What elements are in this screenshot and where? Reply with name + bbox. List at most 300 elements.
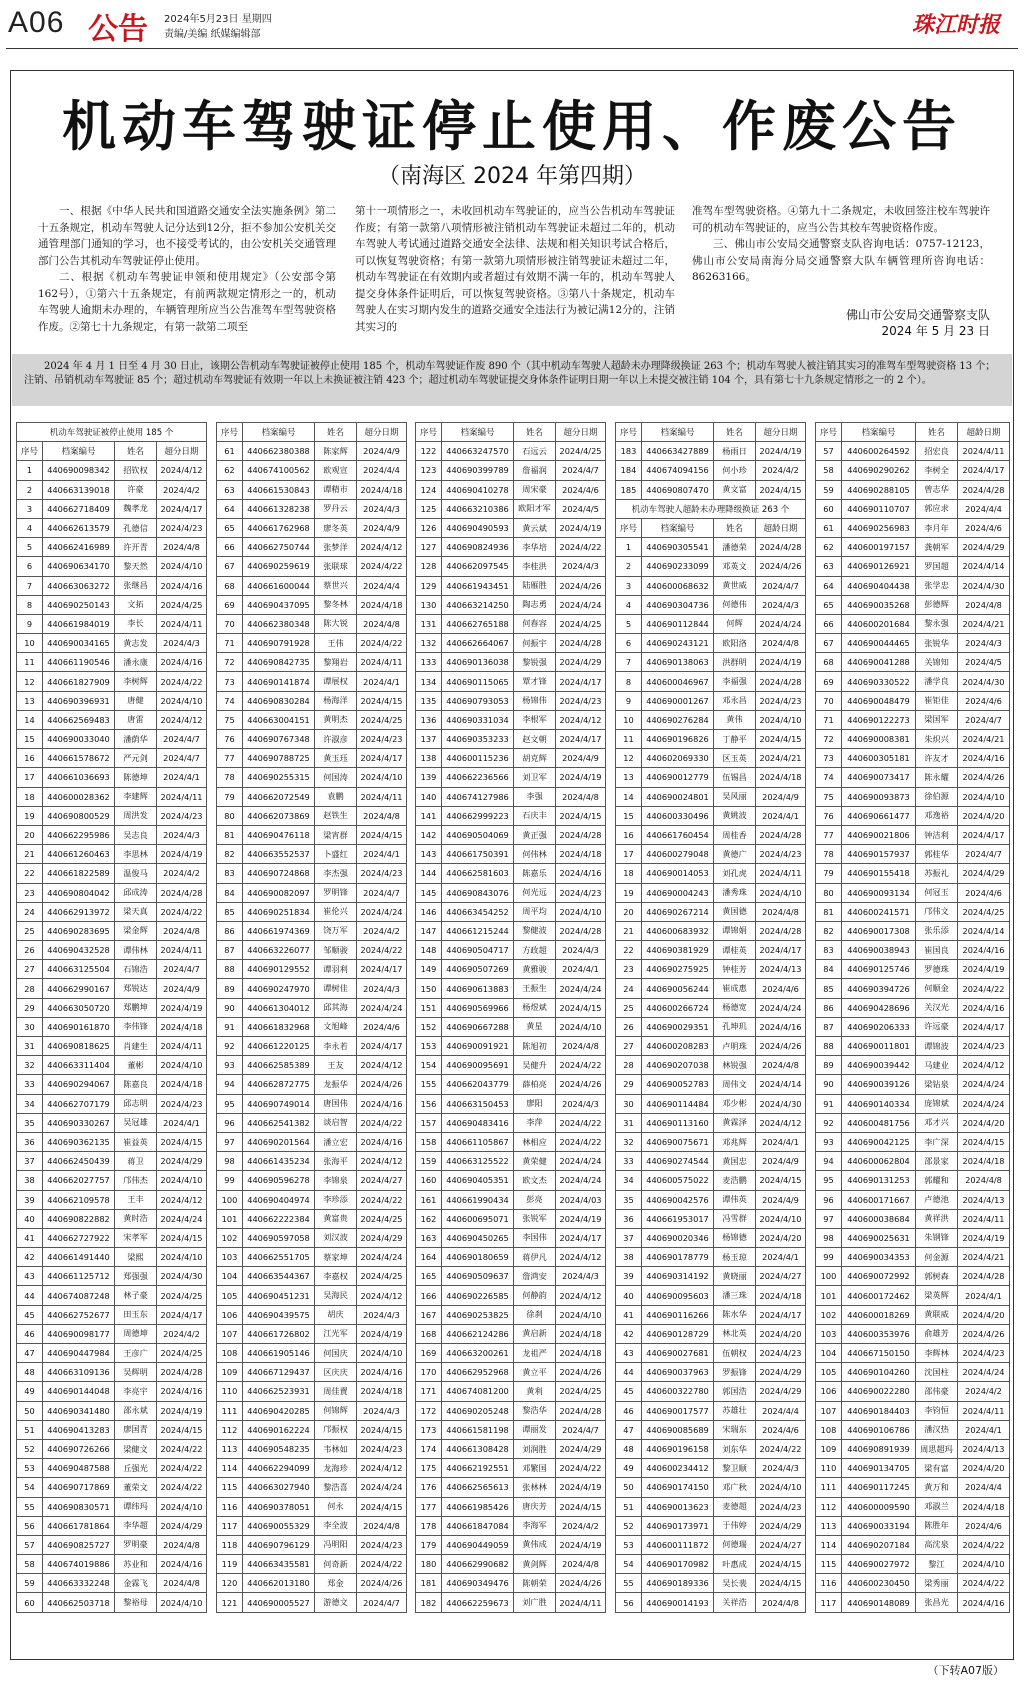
driver-name: 唐健 — [115, 691, 157, 710]
driver-name: 黄利 — [514, 1382, 556, 1401]
row-number: 58 — [17, 1555, 43, 1574]
row-number: 116 — [217, 1497, 243, 1516]
row-number: 131 — [416, 614, 442, 633]
row-number: 1 — [17, 461, 43, 480]
table-row — [616, 557, 806, 576]
file-number: 440661308428 — [442, 1439, 514, 1458]
table-row — [616, 1459, 806, 1478]
column-header: 档案编号 — [842, 423, 916, 442]
row-number: 169 — [416, 1344, 442, 1363]
file-number: 440690025631 — [842, 1228, 916, 1247]
file-number: 440661990434 — [442, 1190, 514, 1209]
row-number: 80 — [217, 806, 243, 825]
row-number: 143 — [416, 845, 442, 864]
table-row — [217, 1574, 407, 1593]
driver-name: 梁熙 — [115, 1248, 157, 1267]
row-number: 22 — [17, 864, 43, 883]
record-date: 2024/4/22 — [556, 1459, 606, 1478]
continued-note: （下转A07版） — [927, 1664, 1004, 1677]
driver-name: 崔成惠 — [714, 979, 756, 998]
record-date: 2024/4/10 — [756, 883, 806, 902]
file-number: 440690793053 — [442, 691, 514, 710]
record-date: 2024/4/8 — [157, 1574, 207, 1593]
row-number: 10 — [616, 710, 642, 729]
driver-name: 沈国柱 — [916, 1363, 958, 1382]
row-number: 162 — [416, 1209, 442, 1228]
row-number: 141 — [416, 806, 442, 825]
driver-name: 郭应求 — [916, 499, 958, 518]
row-number: 101 — [816, 1286, 842, 1305]
record-date: 2024/4/17 — [958, 825, 1010, 844]
driver-name: 谭伟林 — [115, 941, 157, 960]
driver-name: 邵永斌 — [115, 1401, 157, 1420]
file-number: 440667129437 — [243, 1363, 315, 1382]
table-row — [17, 1459, 207, 1478]
file-number: 440690138063 — [642, 653, 714, 672]
file-number: 440690283695 — [43, 921, 115, 940]
column-header: 超分日期 — [157, 442, 207, 461]
table-row — [816, 1324, 1010, 1343]
row-number: 113 — [217, 1439, 243, 1458]
file-number: 440690115065 — [442, 672, 514, 691]
row-number: 167 — [416, 1305, 442, 1324]
file-number: 440662952968 — [442, 1363, 514, 1382]
column-header: 超龄日期 — [756, 518, 806, 537]
row-number: 163 — [416, 1228, 442, 1247]
driver-name: 方政超 — [514, 941, 556, 960]
row-number: 48 — [17, 1363, 43, 1382]
file-number: 440690842735 — [243, 653, 315, 672]
file-number: 440690804042 — [43, 883, 115, 902]
table-row — [217, 1286, 407, 1305]
table-row — [616, 864, 806, 883]
driver-name: 韦林如 — [315, 1439, 357, 1458]
table-row — [816, 730, 1010, 749]
table-row — [416, 1324, 606, 1343]
driver-name: 梁宵群 — [315, 825, 357, 844]
row-number: 86 — [816, 998, 842, 1017]
driver-name: 徐伯源 — [916, 787, 958, 806]
driver-name: 钟桂芳 — [714, 960, 756, 979]
driver-name: 胡庆 — [315, 1305, 357, 1324]
record-date: 2024/4/2 — [157, 480, 207, 499]
driver-name: 魏孝龙 — [115, 499, 157, 518]
driver-name: 罗德珠 — [916, 960, 958, 979]
row-number: 120 — [217, 1574, 243, 1593]
table-row — [17, 1248, 207, 1267]
table-row — [616, 653, 806, 672]
file-number: 440662750744 — [243, 538, 315, 557]
file-number: 440690288105 — [842, 480, 916, 499]
row-number: 76 — [217, 730, 243, 749]
file-number: 440662999223 — [442, 806, 514, 825]
row-number: 8 — [616, 672, 642, 691]
table-row — [616, 1439, 806, 1458]
row-number: 2 — [17, 480, 43, 499]
file-number: 440662707179 — [43, 1094, 115, 1113]
table-row — [416, 1535, 606, 1554]
driver-name: 伍朝权 — [714, 1344, 756, 1363]
record-date: 2024/4/26 — [357, 1075, 407, 1094]
row-number: 34 — [17, 1094, 43, 1113]
record-date: 2024/4/4 — [958, 1478, 1010, 1497]
record-date: 2024/4/6 — [958, 691, 1010, 710]
row-number: 149 — [416, 960, 442, 979]
driver-name: 李锦泉 — [315, 1171, 357, 1190]
driver-name: 何伟林 — [514, 845, 556, 864]
record-date: 2024/4/7 — [556, 461, 606, 480]
row-number: 147 — [416, 921, 442, 940]
row-number: 94 — [217, 1075, 243, 1094]
file-number: 440690140334 — [842, 1094, 916, 1113]
file-number: 440690891939 — [842, 1439, 916, 1458]
driver-name: 周佳賣 — [315, 1382, 357, 1401]
row-number: 37 — [616, 1228, 642, 1247]
driver-name: 欧阳才军 — [514, 499, 556, 518]
row-number: 91 — [217, 1017, 243, 1036]
record-date: 2024/4/8 — [357, 806, 407, 825]
table-row — [416, 1113, 606, 1132]
table-row — [416, 979, 606, 998]
table-row — [17, 1401, 207, 1420]
row-number: 50 — [17, 1401, 43, 1420]
table-row — [816, 1420, 1010, 1439]
driver-name: 黄云斌 — [514, 518, 556, 537]
table-row — [217, 1516, 407, 1535]
record-date: 2024/4/22 — [556, 1113, 606, 1132]
record-date: 2024/4/16 — [357, 1132, 407, 1151]
table-row — [816, 845, 1010, 864]
table-row — [816, 1382, 1010, 1401]
record-date: 2024/4/23 — [756, 1344, 806, 1363]
file-number: 440663311404 — [43, 1056, 115, 1075]
file-number: 440690085689 — [642, 1420, 714, 1439]
record-date: 2024/4/13 — [958, 1190, 1010, 1209]
record-date: 2024/4/25 — [556, 1382, 606, 1401]
file-number: 440600068632 — [642, 576, 714, 595]
driver-name: 廖国青 — [115, 1420, 157, 1439]
row-number: 94 — [816, 1152, 842, 1171]
record-date: 2024/4/19 — [157, 998, 207, 1017]
record-date: 2024/4/20 — [958, 1305, 1010, 1324]
record-date: 2024/4/26 — [556, 1075, 606, 1094]
table-row — [17, 979, 207, 998]
row-number: 166 — [416, 1286, 442, 1305]
row-number: 146 — [416, 902, 442, 921]
file-number: 440600208283 — [642, 1037, 714, 1056]
table-row — [217, 1478, 407, 1497]
file-number: 440690038943 — [842, 941, 916, 960]
driver-name: 邱成涛 — [115, 883, 157, 902]
record-date: 2024/4/3 — [556, 941, 606, 960]
table-row — [217, 1305, 407, 1324]
table-row — [217, 1132, 407, 1151]
file-number: 440690196826 — [642, 730, 714, 749]
driver-name: 郭耀和 — [916, 1171, 958, 1190]
record-date: 2024/4/22 — [958, 1535, 1010, 1554]
table-row — [816, 749, 1010, 768]
record-date: 2024/4/12 — [958, 1056, 1010, 1075]
file-number: 440662523931 — [243, 1382, 315, 1401]
record-date: 2024/4/18 — [958, 1152, 1010, 1171]
driver-name: 石远云 — [514, 442, 556, 461]
row-number: 140 — [416, 787, 442, 806]
table-row — [416, 941, 606, 960]
file-number: 440674019886 — [43, 1555, 115, 1574]
table-row — [816, 1171, 1010, 1190]
driver-name: 蒋伊凡 — [514, 1248, 556, 1267]
file-number: 440690110707 — [842, 499, 916, 518]
file-number: 440690767348 — [243, 730, 315, 749]
row-number: 31 — [17, 1037, 43, 1056]
table-row — [816, 499, 1010, 518]
file-number: 440690178779 — [642, 1248, 714, 1267]
table-row — [416, 768, 606, 787]
record-date: 2024/4/17 — [556, 1228, 606, 1247]
file-number: 440690148089 — [842, 1593, 916, 1612]
table-row — [616, 768, 806, 787]
file-number: 440690180659 — [442, 1248, 514, 1267]
table-row — [416, 1574, 606, 1593]
table-row — [616, 1324, 806, 1343]
row-number: 92 — [816, 1113, 842, 1132]
record-date: 2024/4/15 — [556, 806, 606, 825]
record-date: 2024/4/8 — [756, 1593, 806, 1612]
record-date: 2024/4/3 — [756, 595, 806, 614]
record-date: 2024/4/27 — [357, 1171, 407, 1190]
record-date: 2024/4/25 — [357, 1209, 407, 1228]
table-row — [816, 1401, 1010, 1420]
row-number: 81 — [217, 825, 243, 844]
table-row — [416, 672, 606, 691]
record-date: 2024/4/24 — [756, 998, 806, 1017]
driver-name: 蔡世兴 — [315, 576, 357, 595]
record-date: 2024/4/26 — [756, 557, 806, 576]
table-row — [17, 787, 207, 806]
record-date: 2024/4/16 — [556, 864, 606, 883]
table-row — [416, 710, 606, 729]
row-number: 109 — [816, 1439, 842, 1458]
driver-name: 丁静平 — [714, 730, 756, 749]
record-date: 2024/4/15 — [756, 1171, 806, 1190]
row-number: 152 — [416, 1017, 442, 1036]
record-date: 2024/4/24 — [556, 1152, 606, 1171]
column-header: 档案编号 — [442, 423, 514, 442]
record-date: 2024/4/10 — [157, 691, 207, 710]
column-header: 超分日期 — [357, 423, 407, 442]
row-number: 14 — [616, 787, 642, 806]
row-number: 154 — [416, 1056, 442, 1075]
record-date: 2024/4/10 — [756, 710, 806, 729]
row-number: 47 — [616, 1420, 642, 1439]
record-date: 2024/4/12 — [357, 538, 407, 557]
table-row — [816, 518, 1010, 537]
table-row — [17, 1037, 207, 1056]
file-number: 440661750391 — [442, 845, 514, 864]
file-number: 440690001267 — [642, 691, 714, 710]
record-date: 2024/4/23 — [958, 1344, 1010, 1363]
driver-name: 何德瑞 — [714, 1535, 756, 1554]
table-row — [217, 1439, 407, 1458]
driver-name: 薛柏亮 — [514, 1075, 556, 1094]
driver-name: 许豪 — [115, 480, 157, 499]
row-number: 102 — [217, 1228, 243, 1247]
record-date: 2024/4/3 — [357, 1401, 407, 1420]
table-row — [816, 1248, 1010, 1267]
record-date: 2024/4/10 — [357, 1344, 407, 1363]
driver-name: 邓广秋 — [714, 1478, 756, 1497]
table-row — [217, 825, 407, 844]
file-number: 440690304736 — [642, 595, 714, 614]
driver-name: 李月年 — [916, 518, 958, 537]
record-date: 2024/4/5 — [958, 653, 1010, 672]
row-number: 28 — [17, 979, 43, 998]
row-number: 52 — [17, 1439, 43, 1458]
table-row — [17, 998, 207, 1017]
table-row — [416, 576, 606, 595]
row-number: 153 — [416, 1037, 442, 1056]
driver-name: 田玉东 — [115, 1305, 157, 1324]
row-number: 12 — [616, 749, 642, 768]
intro-paragraph: 一、根据《中华人民共和国道路交通安全法实施条例》第二十五条规定，机动车驾驶人记分达到12分，拒不参加公安机关交通管理部门通知的学习，也不接受考试的，由公安机关交通管理部门公告其机动车驾驶证停止使用。 — [38, 205, 336, 267]
file-number: 440662727922 — [43, 1228, 115, 1247]
record-date: 2024/4/1 — [556, 960, 606, 979]
file-number: 440690098342 — [43, 461, 115, 480]
file-number: 440690330522 — [842, 672, 916, 691]
driver-name: 李思林 — [115, 845, 157, 864]
table-row — [416, 864, 606, 883]
driver-name: 赵铁生 — [315, 806, 357, 825]
record-date: 2024/4/14 — [958, 921, 1010, 940]
driver-name: 钟洁利 — [916, 825, 958, 844]
row-number: 43 — [616, 1344, 642, 1363]
table-row — [416, 614, 606, 633]
driver-name: 严元剑 — [115, 749, 157, 768]
table-row — [816, 1094, 1010, 1113]
table-row — [217, 1056, 407, 1075]
driver-name: 黄立平 — [514, 1363, 556, 1382]
driver-name: 区庆庆 — [315, 1363, 357, 1382]
table-row — [816, 768, 1010, 787]
row-number: 110 — [816, 1459, 842, 1478]
row-number: 24 — [17, 902, 43, 921]
record-date: 2024/4/26 — [357, 1574, 407, 1593]
file-number: 440690726266 — [43, 1439, 115, 1458]
record-date: 2024/4/20 — [958, 806, 1010, 825]
driver-name: 崔伦兴 — [315, 902, 357, 921]
row-number: 75 — [816, 787, 842, 806]
table-row — [416, 806, 606, 825]
driver-name: 陈大锐 — [315, 614, 357, 633]
table-row — [616, 1132, 806, 1151]
record-date: 2024/4/19 — [756, 442, 806, 461]
table-row — [816, 1344, 1010, 1363]
driver-name: 黄霖泽 — [714, 1113, 756, 1132]
row-number: 23 — [616, 960, 642, 979]
driver-name: 曾志华 — [916, 480, 958, 499]
table-row — [616, 825, 806, 844]
row-number: 83 — [217, 864, 243, 883]
table-row — [217, 1593, 407, 1612]
driver-name: 梁国军 — [916, 710, 958, 729]
table-row — [616, 845, 806, 864]
sign-date: 2024 年 5 月 23 日 — [881, 324, 990, 338]
row-number: 21 — [616, 921, 642, 940]
record-date: 2024/4/18 — [756, 768, 806, 787]
record-date: 2024/4/15 — [157, 1228, 207, 1247]
driver-name: 饶万军 — [315, 921, 357, 940]
driver-name: 黄姚波 — [714, 806, 756, 825]
newspaper-logo: 珠江时报 — [911, 12, 1000, 38]
row-number: 128 — [416, 557, 442, 576]
table-row — [217, 614, 407, 633]
row-number: 142 — [416, 825, 442, 844]
file-number: 440661953017 — [642, 1209, 714, 1228]
record-date: 2024/4/18 — [157, 1017, 207, 1036]
record-date: 2024/4/22 — [958, 1574, 1010, 1593]
file-number: 440662872775 — [243, 1075, 315, 1094]
record-date: 2024/4/24 — [357, 1478, 407, 1497]
row-number: 18 — [616, 864, 642, 883]
row-number: 91 — [816, 1094, 842, 1113]
intro-column-2 — [355, 203, 675, 335]
file-number: 440690052783 — [642, 1075, 714, 1094]
driver-name: 何顺金 — [916, 979, 958, 998]
driver-name: 李全波 — [315, 1516, 357, 1535]
table-row — [616, 998, 806, 1017]
row-number: 127 — [416, 538, 442, 557]
table-row — [17, 1305, 207, 1324]
row-number: 171 — [416, 1382, 442, 1401]
issue-date: 2024年5月23日 星期四 — [164, 14, 272, 25]
table-row — [217, 672, 407, 691]
file-number: 440690267214 — [642, 902, 714, 921]
driver-name: 陈家辉 — [315, 442, 357, 461]
record-date: 2024/4/8 — [958, 595, 1010, 614]
driver-name: 邓兆辉 — [714, 1132, 756, 1151]
record-date: 2024/4/23 — [357, 730, 407, 749]
table-row — [217, 864, 407, 883]
record-date: 2024/4/12 — [157, 461, 207, 480]
driver-name: 张继昌 — [115, 576, 157, 595]
driver-name: 林北英 — [714, 1324, 756, 1343]
driver-name: 黎浩华 — [514, 1401, 556, 1420]
file-number: 440662752677 — [43, 1305, 115, 1324]
file-number: 440690170982 — [642, 1555, 714, 1574]
record-date: 2024/4/30 — [756, 1094, 806, 1113]
record-date: 2024/4/23 — [157, 1094, 207, 1113]
table-row — [17, 1017, 207, 1036]
row-number: 66 — [217, 538, 243, 557]
column-header: 序号 — [816, 423, 842, 442]
table-row — [616, 614, 806, 633]
driver-name: 邓永昌 — [714, 691, 756, 710]
column-header: 档案编号 — [43, 442, 115, 461]
row-number: 79 — [816, 864, 842, 883]
record-date: 2024/4/28 — [556, 1401, 606, 1420]
file-number: 440690093134 — [842, 883, 916, 902]
record-date: 2024/4/30 — [958, 576, 1010, 595]
table-row — [816, 691, 1010, 710]
row-number: 164 — [416, 1248, 442, 1267]
record-date: 2024/4/16 — [157, 653, 207, 672]
driver-name: 张梦洋 — [315, 538, 357, 557]
row-number: 123 — [416, 461, 442, 480]
record-date: 2024/4/24 — [357, 1248, 407, 1267]
file-number: 440690247970 — [243, 979, 315, 998]
record-date: 2024/4/19 — [556, 1478, 606, 1497]
row-number: 99 — [217, 1171, 243, 1190]
